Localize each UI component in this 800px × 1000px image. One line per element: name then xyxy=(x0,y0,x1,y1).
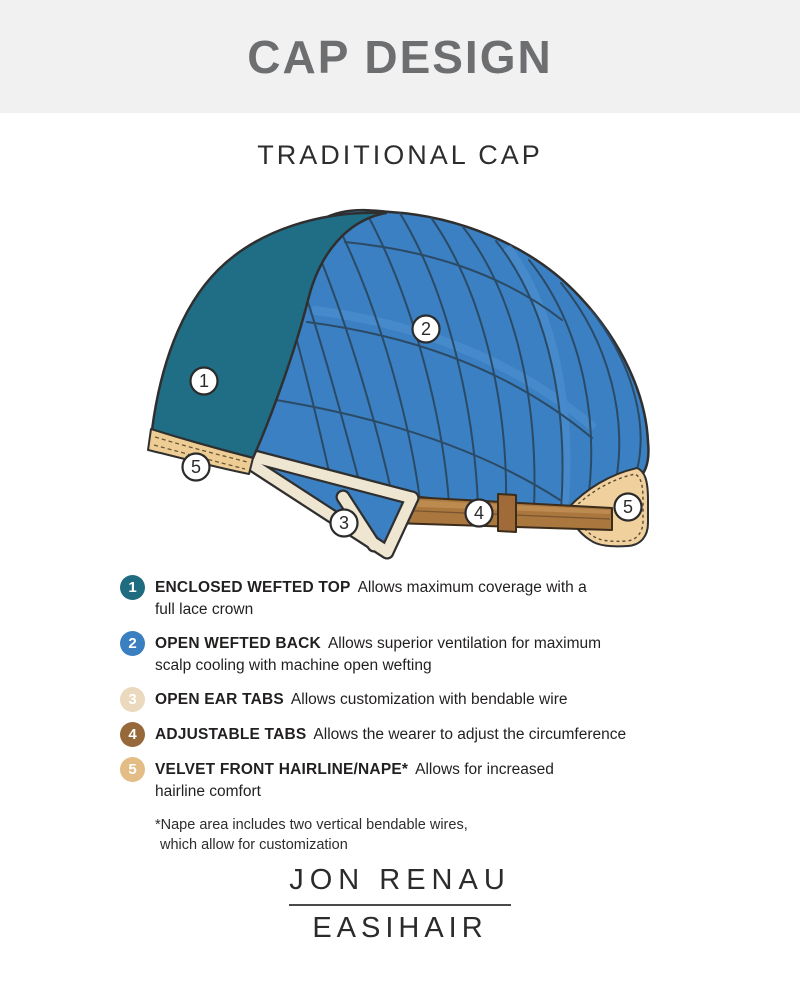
callout-1 xyxy=(191,368,218,395)
svg-text:1: 1 xyxy=(198,371,210,391)
legend-item-name: OPEN EAR TABS xyxy=(155,691,284,708)
legend-item-desc: hairline comfort xyxy=(155,783,261,800)
legend-item-3 xyxy=(120,689,720,712)
legend-item-5 xyxy=(120,759,720,803)
svg-text:2: 2 xyxy=(420,319,432,339)
cap-illustration xyxy=(0,185,800,580)
legend-item-desc: Allows for increased xyxy=(415,761,554,778)
legend-item-name: ENCLOSED WEFTED TOP xyxy=(155,579,351,596)
legend-badge-1: 1 xyxy=(120,575,145,600)
svg-text:3: 3 xyxy=(338,513,350,533)
legend-item-name: ADJUSTABLE TABS xyxy=(155,726,307,743)
legend-item-text xyxy=(155,689,567,711)
legend-item-desc: Allows customization with bendable wire xyxy=(290,691,568,708)
footnote-line1: *Nape area includes two vertical bendable wires, xyxy=(155,817,468,833)
section-title: TRADITIONAL CAP xyxy=(257,140,543,170)
brand-divider xyxy=(289,904,511,906)
svg-text:5: 5 xyxy=(190,457,202,477)
header-band xyxy=(0,0,800,113)
legend-item-text xyxy=(155,724,626,746)
legend-badge-3: 3 xyxy=(120,687,145,712)
callout-5-front xyxy=(183,454,210,481)
legend-item-name: OPEN WEFTED BACK xyxy=(155,635,321,652)
legend-item-text xyxy=(155,759,554,803)
svg-text:5: 5 xyxy=(622,497,634,517)
legend-badge-5: 5 xyxy=(120,757,145,782)
brand-name-primary: JON RENAU xyxy=(289,864,511,896)
callout-3 xyxy=(331,510,358,537)
callout-5-nape xyxy=(615,494,642,521)
legend-item-desc: Allows superior ventilation for maximum xyxy=(327,635,602,652)
page-title: CAP DESIGN xyxy=(247,30,553,83)
legend-badge-2: 2 xyxy=(120,631,145,656)
callout-2 xyxy=(413,316,440,343)
footnote-line2: which allow for customization xyxy=(160,837,348,853)
legend-item-4 xyxy=(120,724,720,747)
legend-item-2 xyxy=(120,633,720,677)
footnote xyxy=(120,815,720,855)
legend-badge-4: 4 xyxy=(120,722,145,747)
legend-item-text xyxy=(155,577,587,621)
legend-item-desc: scalp cooling with machine open wefting xyxy=(155,657,432,674)
brand-logo xyxy=(0,864,800,945)
legend-item-1 xyxy=(120,577,720,621)
svg-text:4: 4 xyxy=(473,503,485,523)
legend-item-desc: Allows maximum coverage with a xyxy=(357,579,587,596)
legend-item-desc: full lace crown xyxy=(155,601,254,618)
callout-4 xyxy=(466,500,493,527)
legend-item-name: VELVET FRONT HAIRLINE/NAPE* xyxy=(155,761,409,778)
legend-item-text xyxy=(155,633,601,677)
buckle xyxy=(498,494,516,532)
legend-item-desc: Allows the wearer to adjust the circumference xyxy=(313,726,627,743)
cap-illustration-svg xyxy=(0,185,800,580)
legend xyxy=(120,577,720,855)
brand-name-secondary: EASIHAIR xyxy=(312,912,488,944)
